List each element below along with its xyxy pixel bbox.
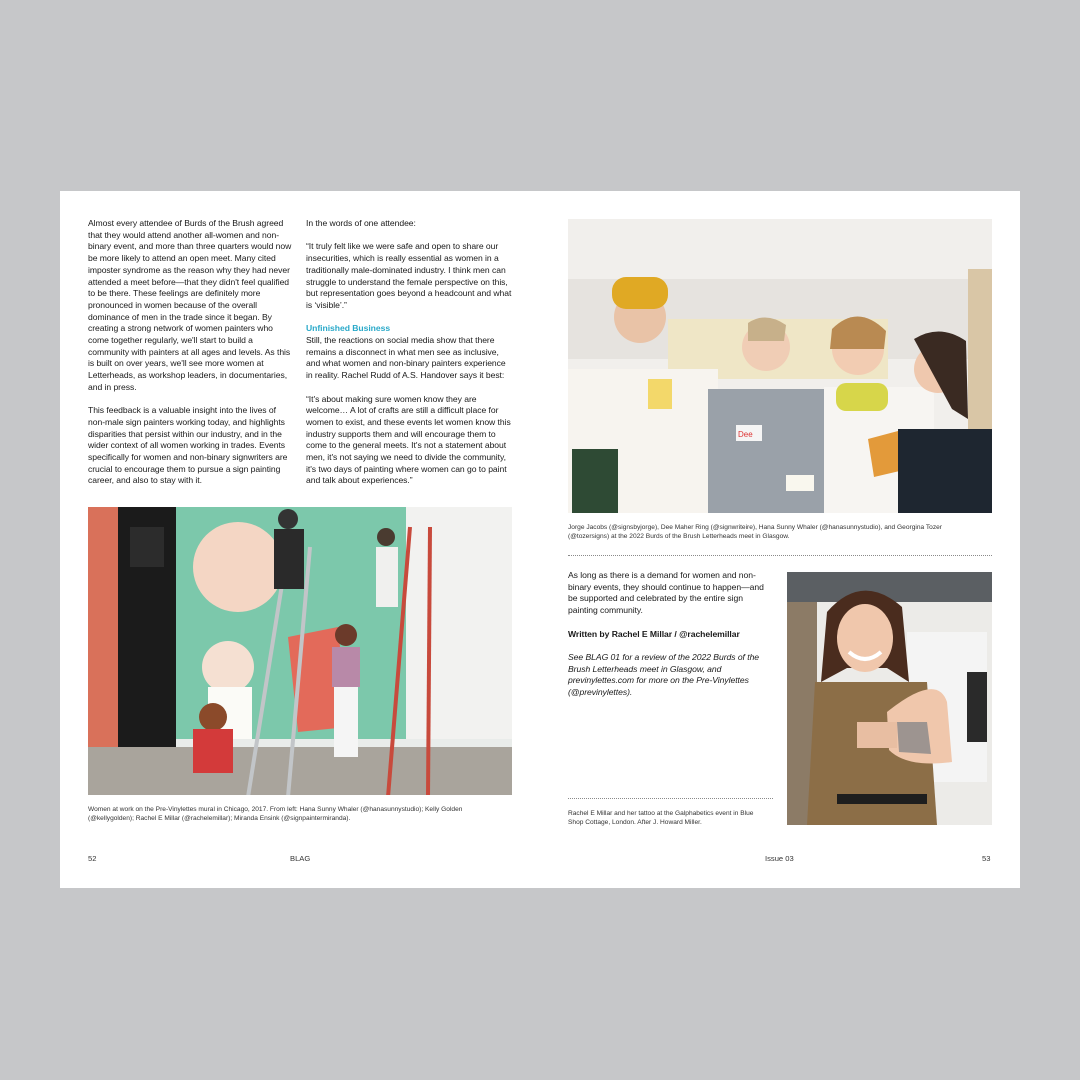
subhead-unfinished-business: Unfinished Business [306, 323, 391, 334]
mural-caption: Women at work on the Pre-Vinylettes mural in Chicago, 2017. From left: Hana Sunny Whaler (@hanasunnystudio); Kelly Golden (@kellygolden); Rachel E Millar (@rachelemillar); Miranda Ensink (@signpaintermiranda). [88, 806, 463, 822]
portrait-caption: Rachel E Millar and her tattoo at the Galphabetics event in Blue Shop Cottage, London. After J. Howard Miller. [568, 810, 754, 826]
group-photo [568, 219, 992, 513]
body-paragraph: Almost every attendee of Burds of the Brush agreed that they would attend another all-women and non-binary event, and more than three quarters would now be more likely to attend an open meet. Many cited imposter syndrome as the reason why they had never attended a meet before—that they didn't feel qualified to be there. These feelings are definitely more pronounced in women because of the overall dominance of men in the trade since it began. By creating a strong network of women painters who come together regularly, we'll start to build a community with painters at all ages and levels. As this is built on over years, we'll see more women at Letterheads, as workshop leaders, in documentaries, and in press. [88, 218, 292, 392]
name-badge-text: Dee [738, 430, 753, 439]
dotted-divider [568, 555, 992, 556]
dotted-divider [568, 798, 773, 799]
page-number-right: 53 [982, 854, 991, 863]
magazine-spread [60, 191, 1020, 888]
body-paragraph: In the words of one attendee: [306, 218, 416, 228]
closing-paragraph: As long as there is a demand for women and non-binary events, they should continue to happen—and be supported and celebrated by the entire sign painting community. [568, 570, 764, 616]
portrait-photo [787, 572, 992, 825]
page-number-left: 52 [88, 854, 97, 863]
pull-quote: “It truly felt like we were safe and open to share our insecurities, which is really essential as women in a traditionally male-dominated industry. I think men can struggle to understand the female perspective on this, but representation goes beyond a headcount and what is ‘visible’.” [306, 241, 512, 310]
right-column-text [568, 570, 773, 699]
body-paragraph: This feedback is a valuable insight into the lives of non-male sign painters working today, and highlights disparities that persist within our industry, and in the wider context of all women working in trades. Events specifically for women and non-binary signwriters are crucial to encourage them to pursue a sign painting career, and also to stay with it. [88, 405, 288, 486]
mural-photo [88, 507, 512, 795]
left-column-2 [306, 218, 513, 487]
pull-quote: “It's about making sure women know they are welcome… A lot of crafts are still a difficult place for women to exist, and these events let women know this industry supports them and will encourage them to come to the general meets. It's not a statement about men, it's not saying we need to divide the community, it's two days of painting where women can go to paint and talk about experiences.” [306, 393, 511, 486]
see-also-note: See BLAG 01 for a review of the 2022 Burds of the Brush Letterheads meet in Glasgow, and previnylettes.com for more on the Pre-Vinylettes (@previnylettes). [568, 651, 760, 697]
byline: Written by Rachel E Millar / @rachelemillar [568, 628, 740, 639]
left-column-1 [88, 218, 295, 487]
body-paragraph: Still, the reactions on social media show that there remains a disconnect in what men see as inclusive, and what women and non-binary painters experience in reality. Rachel Rudd of A.S. Handover says it best: [306, 335, 506, 381]
group-photo-caption: Jorge Jacobs (@signsbyjorge), Dee Maher Ring (@signwriteire), Hana Sunny Whaler (@hanasunnystudio), and Georgina Tozer (@tozersigns) at the 2022 Burds of the Brush Letterheads meet in Glasgow. [568, 524, 942, 540]
magazine-title: BLAG [290, 854, 311, 863]
issue-label: Issue 03 [765, 854, 794, 863]
